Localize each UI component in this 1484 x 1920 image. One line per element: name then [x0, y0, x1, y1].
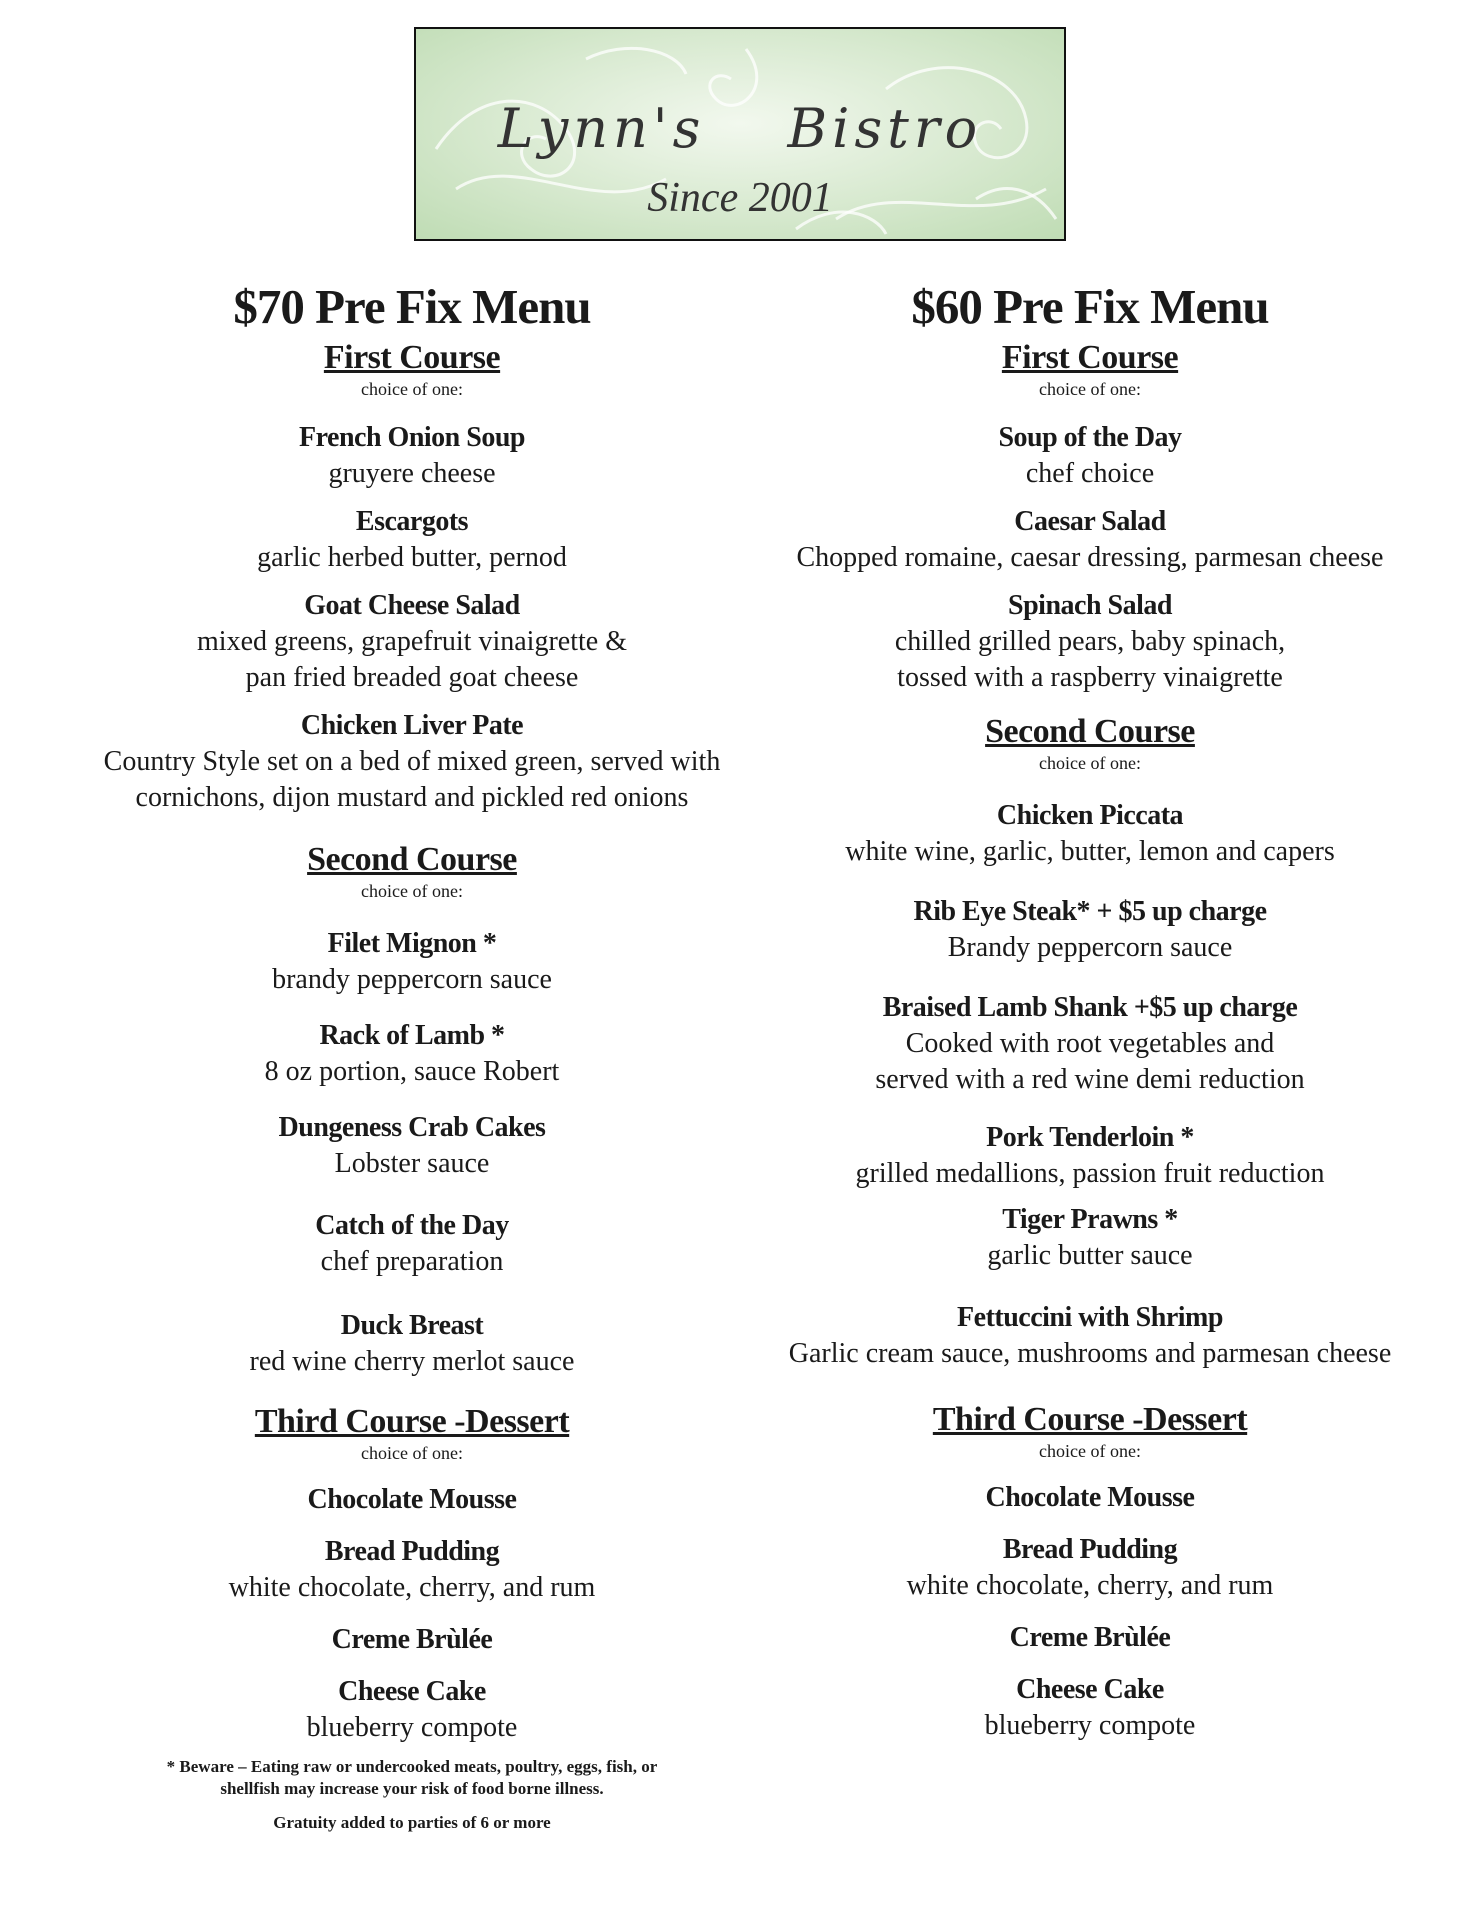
menu-item — [90, 1018, 734, 1090]
choice-note: choice of one: — [361, 379, 463, 399]
item-name: Cheese Cake — [1016, 1674, 1164, 1705]
item-desc: Garlic cream sauce, mushrooms and parmesan cheese — [788, 1338, 1392, 1369]
menu-item — [772, 1480, 1408, 1516]
item-name: Goat Cheese Salad — [304, 590, 520, 621]
menu-item — [90, 504, 734, 576]
menu-item — [772, 1300, 1408, 1372]
item-name: Cheese Cake — [338, 1676, 486, 1707]
item-name: Rib Eye Steak* + $5 up charge — [913, 896, 1267, 927]
item-name: Creme Brùlée — [1009, 1622, 1171, 1653]
menu-item — [772, 420, 1408, 492]
item-name: Chocolate Mousse — [307, 1484, 517, 1515]
item-name: Soup of the Day — [998, 422, 1182, 453]
menu-item — [90, 1208, 734, 1280]
item-desc: mixed greens, grapefruit vinaigrette & — [197, 626, 627, 657]
item-desc: white chocolate, cherry, and rum — [228, 1572, 596, 1603]
item-desc: red wine cherry merlot sauce — [249, 1346, 575, 1377]
menu-item — [772, 1202, 1408, 1274]
menu-title: $70 Pre Fix Menu — [233, 279, 591, 334]
menu-item — [772, 990, 1408, 1098]
item-name: Escargots — [355, 506, 469, 537]
menu-item — [90, 926, 734, 998]
item-desc: Country Style set on a bed of mixed green, served with — [103, 746, 721, 777]
choice-note: choice of one: — [361, 881, 463, 901]
item-name: Fettuccini with Shrimp — [957, 1302, 1223, 1333]
menu-item — [772, 588, 1408, 696]
menu-title: $60 Pre Fix Menu — [911, 279, 1269, 334]
item-desc: served with a red wine demi reduction — [875, 1064, 1305, 1095]
menu-item — [90, 708, 734, 816]
item-desc: pan fried breaded goat cheese — [245, 662, 579, 693]
course-heading: Second Course — [307, 841, 517, 878]
menu-item — [90, 1674, 734, 1746]
menu-item — [772, 1620, 1408, 1656]
item-name: Spinach Salad — [1008, 590, 1172, 621]
course-heading: Third Course -Dessert — [254, 1403, 570, 1440]
item-name: Filet Mignon * — [327, 928, 497, 959]
menu-item — [772, 1532, 1408, 1604]
logo-name: Lynn's Bistro — [497, 97, 983, 160]
food-safety-warning: * Beware – Eating raw or undercooked meats, poultry, eggs, fish, or shellfish may increase your risk of food borne illness. — [166, 1757, 658, 1798]
menu-item — [90, 588, 734, 696]
item-desc: blueberry compote — [984, 1710, 1196, 1741]
item-desc: chef choice — [1025, 458, 1155, 489]
menu-item — [772, 1672, 1408, 1744]
choice-note: choice of one: — [1039, 753, 1141, 773]
logo-tagline: Since 2001 — [647, 175, 833, 221]
item-desc: white chocolate, cherry, and rum — [906, 1570, 1274, 1601]
choice-note: choice of one: — [361, 1443, 463, 1463]
bistro-logo — [414, 27, 1066, 241]
item-name: Catch of the Day — [315, 1210, 509, 1241]
choice-note: choice of one: — [1039, 1441, 1141, 1461]
menu-item — [90, 1110, 734, 1182]
item-desc: Cooked with root vegetables and — [905, 1028, 1275, 1059]
menu-item — [772, 1120, 1408, 1192]
course-heading: First Course — [323, 339, 501, 376]
item-desc: tossed with a raspberry vinaigrette — [897, 662, 1283, 693]
choice-note: choice of one: — [1039, 379, 1141, 399]
menu-item — [90, 420, 734, 492]
item-name: Pork Tenderloin * — [986, 1122, 1194, 1153]
item-desc: Lobster sauce — [334, 1148, 490, 1179]
item-name: Creme Brùlée — [331, 1624, 493, 1655]
item-desc: Brandy peppercorn sauce — [947, 932, 1233, 963]
menu-item — [772, 504, 1408, 576]
item-name: Chicken Piccata — [996, 800, 1184, 831]
item-desc: chef preparation — [320, 1246, 504, 1277]
item-name: Caesar Salad — [1014, 506, 1166, 537]
course-heading: Second Course — [985, 713, 1195, 750]
item-desc: chilled grilled pears, baby spinach, — [894, 626, 1286, 657]
item-desc: Chopped romaine, caesar dressing, parmesan cheese — [796, 542, 1384, 573]
item-desc: grilled medallions, passion fruit reduction — [855, 1158, 1325, 1189]
menu-item — [772, 894, 1408, 966]
item-name: Dungeness Crab Cakes — [278, 1112, 546, 1143]
item-name: Bread Pudding — [1002, 1534, 1178, 1565]
item-name: Rack of Lamb * — [319, 1020, 505, 1051]
item-desc: garlic butter sauce — [987, 1240, 1193, 1271]
menu-item — [90, 1308, 734, 1380]
menu-item — [90, 1622, 734, 1658]
menu-item — [90, 1482, 734, 1518]
gratuity-note: Gratuity added to parties of 6 or more — [273, 1813, 551, 1832]
menu-70 — [90, 276, 734, 1834]
menu-60 — [772, 276, 1408, 1744]
item-desc: cornichons, dijon mustard and pickled red onions — [135, 782, 689, 813]
item-name: Chocolate Mousse — [985, 1482, 1195, 1513]
item-desc: brandy peppercorn sauce — [272, 964, 552, 995]
item-name: Tiger Prawns * — [1002, 1204, 1178, 1235]
item-desc: blueberry compote — [306, 1712, 518, 1743]
course-heading: First Course — [1001, 339, 1179, 376]
course-heading: Third Course -Dessert — [932, 1401, 1248, 1438]
item-desc: 8 oz portion, sauce Robert — [264, 1056, 560, 1087]
item-desc: garlic herbed butter, pernod — [257, 542, 567, 573]
menu-item — [772, 798, 1408, 870]
item-desc: gruyere cheese — [328, 458, 496, 489]
item-name: French Onion Soup — [299, 422, 525, 453]
item-name: Bread Pudding — [324, 1536, 500, 1567]
item-desc: white wine, garlic, butter, lemon and capers — [845, 836, 1335, 867]
item-name: Braised Lamb Shank +$5 up charge — [882, 992, 1298, 1023]
menu-item — [90, 1534, 734, 1606]
item-name: Duck Breast — [340, 1310, 484, 1341]
item-name: Chicken Liver Pate — [300, 710, 524, 741]
